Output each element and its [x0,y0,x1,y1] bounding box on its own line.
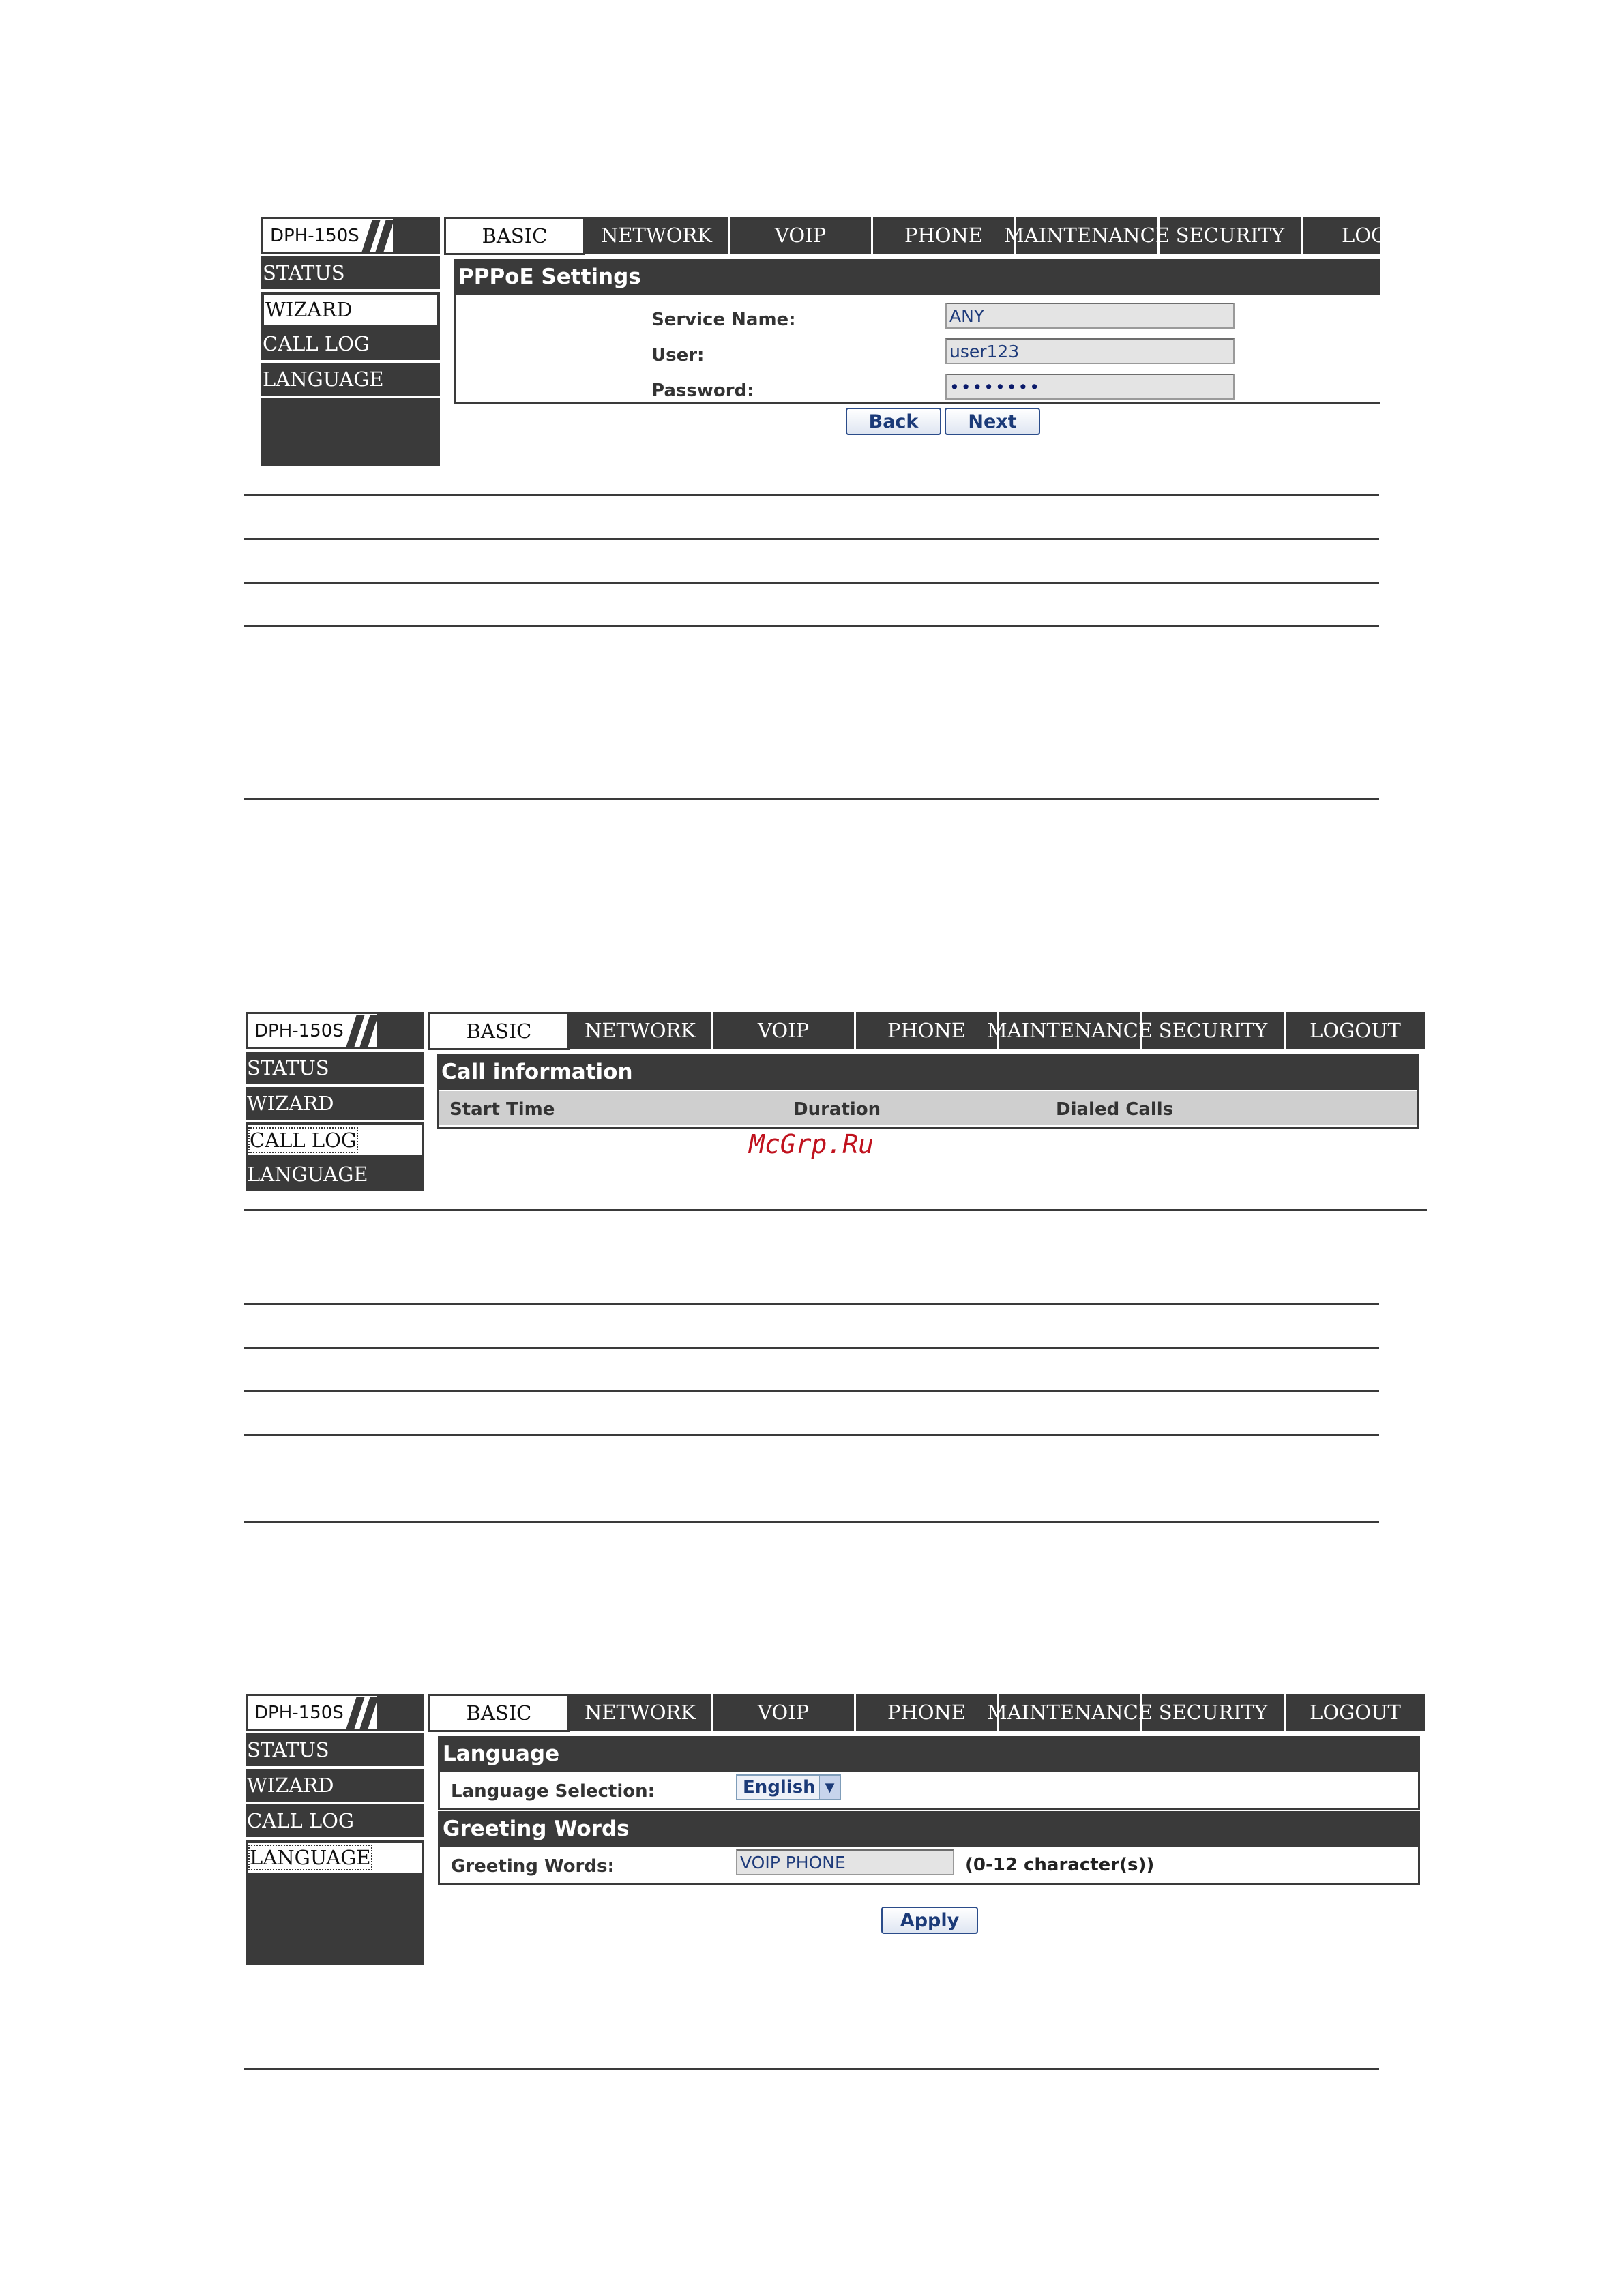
tab-voip[interactable]: VOIP [730,217,873,254]
tab-phone[interactable]: PHONE [873,217,1016,254]
sidebar-item-status[interactable]: STATUS [261,256,440,292]
language-box [438,1736,1420,1810]
device-logo: DPH-150S [246,1694,424,1731]
tab-security[interactable]: SECURITY [1160,217,1303,254]
column-start-time: Start Time [449,1099,555,1120]
divider-line [244,1521,1379,1523]
greeting-box [438,1811,1420,1885]
sidebar-filler [261,398,440,466]
greeting-words-label: Greeting Words: [451,1856,615,1877]
divider-line [244,538,1379,540]
call-information-box [437,1054,1419,1129]
tab-maintenance[interactable]: MAINTENANCE [999,1694,1142,1731]
tab-basic[interactable]: BASIC [428,1012,570,1050]
sidebar [261,256,440,466]
divider-line [244,1209,1427,1211]
tab-phone[interactable]: PHONE [856,1012,999,1049]
language-panel [246,1694,1427,1980]
divider-line [244,1303,1379,1305]
sidebar [246,1733,424,1965]
column-dialed-calls: Dialed Calls [1056,1099,1174,1120]
top-tab-bar [444,217,1403,254]
device-logo [261,217,440,254]
watermark-text: McGrp.Ru [749,1129,874,1159]
tab-network[interactable]: NETWORK [585,217,730,254]
sidebar-item-wizard[interactable]: WIZARD [261,292,440,327]
password-label: Password: [651,381,754,401]
column-duration: Duration [793,1099,881,1120]
section-title: Call information [439,1054,1417,1090]
sidebar [246,1052,424,1193]
language-select[interactable] [736,1774,841,1800]
tab-voip[interactable]: VOIP [713,1694,856,1731]
top-tab-bar [428,1694,1427,1731]
tab-security[interactable]: SECURITY [1142,1012,1286,1049]
language-selection-label: Language Selection: [451,1781,655,1802]
sidebar-filler [246,1875,424,1965]
user-input[interactable]: user123 [945,338,1235,364]
divider-line [244,582,1379,584]
tab-network[interactable]: NETWORK [570,1012,713,1049]
top-tab-bar [428,1012,1427,1049]
wizard-pppoe-panel [261,217,1403,483]
tab-voip[interactable]: VOIP [713,1012,856,1049]
call-table-header [439,1090,1417,1125]
language-section-title: Language [440,1736,1418,1772]
language-select-value: English [743,1777,816,1798]
tab-security[interactable]: SECURITY [1142,1694,1286,1731]
call-log-panel [246,1012,1427,1211]
divider-line [244,1434,1379,1436]
greeting-words-input[interactable]: VOIP PHONE [736,1849,954,1875]
tab-basic[interactable]: BASIC [444,217,585,255]
divider-line [244,494,1379,496]
greeting-section-title: Greeting Words [440,1811,1418,1847]
tab-maintenance[interactable]: MAINTENANCE [1016,217,1160,254]
tab-basic[interactable]: BASIC [428,1694,570,1732]
divider-line [244,1390,1379,1392]
sidebar-item-wizard[interactable]: WIZARD [246,1087,424,1122]
divider-line [244,798,1379,800]
sidebar-item-status[interactable]: STATUS [246,1052,424,1087]
model-label: DPH-150S [270,226,359,246]
sidebar-item-language[interactable]: LANGUAGE [261,363,440,398]
divider-line [244,1347,1379,1349]
service-name-label: Service Name: [651,310,796,330]
user-label: User: [651,345,705,366]
sidebar-item-status[interactable]: STATUS [246,1733,424,1769]
pppoe-settings-box [454,259,1380,404]
sidebar-item-call-log[interactable]: CALL LOG [246,1122,424,1158]
greeting-words-hint: (0-12 character(s)) [965,1855,1155,1875]
section-title: PPPoE Settings [456,259,1380,295]
tab-phone[interactable]: PHONE [856,1694,999,1731]
sidebar-item-wizard[interactable]: WIZARD [246,1769,424,1804]
next-button[interactable]: Next [945,408,1040,435]
chevron-down-icon[interactable]: ▼ [819,1776,840,1799]
tab-logout[interactable]: LOGOUT [1286,1694,1427,1731]
sidebar-item-language[interactable]: LANGUAGE [246,1158,424,1193]
service-name-input[interactable]: ANY [945,303,1235,329]
sidebar-item-language[interactable]: LANGUAGE [246,1840,424,1875]
device-logo: DPH-150S [246,1012,424,1049]
sidebar-item-call-log[interactable]: CALL LOG [261,327,440,363]
sidebar-item-call-log[interactable]: CALL LOG [246,1804,424,1840]
tab-logout[interactable]: LOGO [1303,217,1405,254]
tab-maintenance[interactable]: MAINTENANCE [999,1012,1142,1049]
divider-line [244,2068,1379,2070]
tab-logout[interactable]: LOGOUT [1286,1012,1427,1049]
divider-line [244,625,1379,627]
tab-network[interactable]: NETWORK [570,1694,713,1731]
password-input[interactable]: •••••••• [945,374,1235,400]
apply-button[interactable]: Apply [881,1907,978,1934]
back-button[interactable]: Back [846,408,941,435]
